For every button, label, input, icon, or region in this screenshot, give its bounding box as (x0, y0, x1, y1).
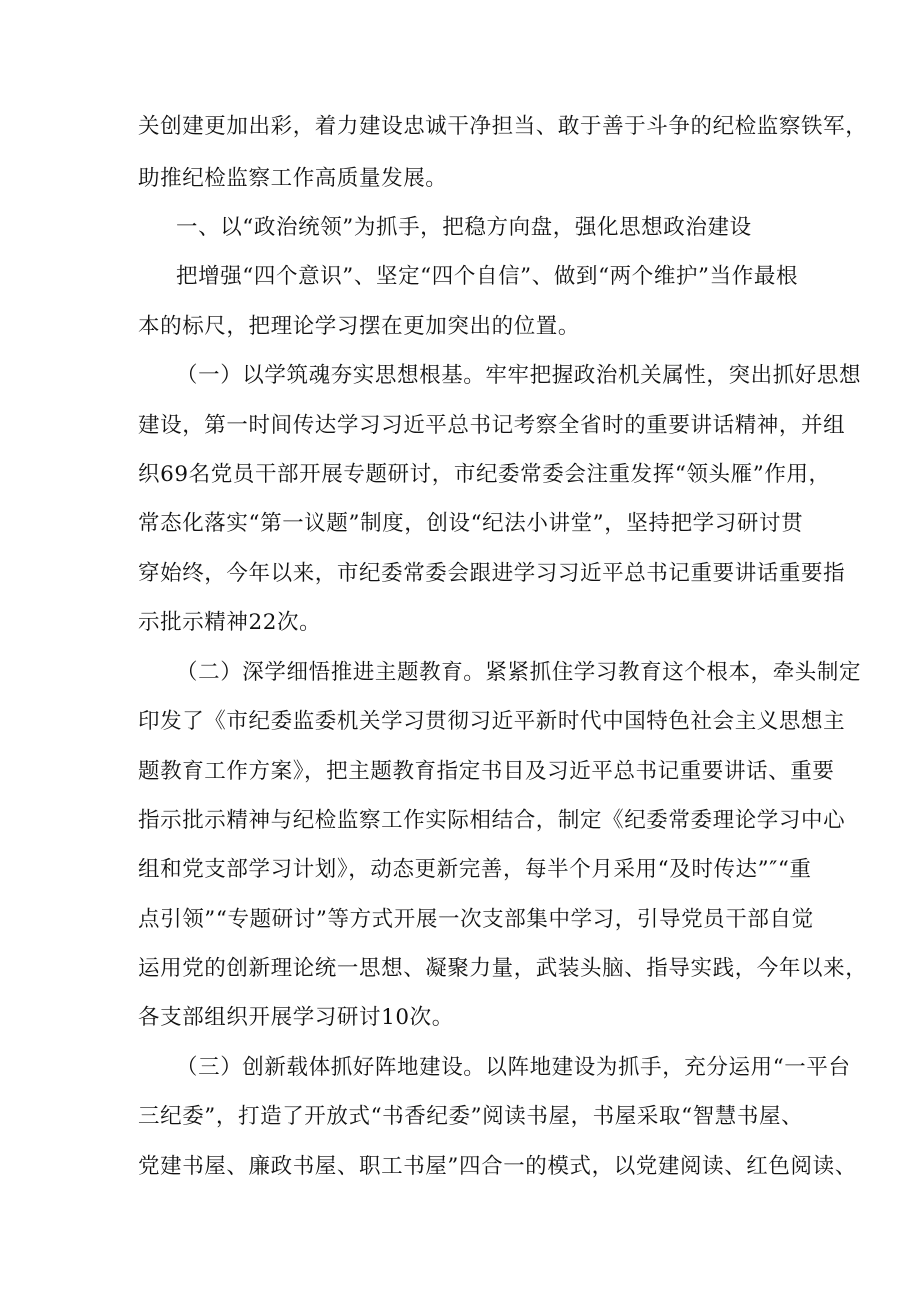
text-line: 把增强“四个意识”、坚定“四个自信”、做到“两个维护”当作最根 (176, 264, 799, 289)
text-line: 印发了《市纪委监委机关学习贯彻习近平新时代中国特色社会主义思想主 (138, 709, 846, 734)
text-line: （一）以学筑魂夯实思想根基。牢牢把握政治机关属性，突出抓好思想 (176, 363, 862, 388)
text-line: 穿始终，今年以来，市纪委常委会跟进学习习近平总书记重要讲话重要指 (138, 561, 846, 586)
text-line: 建设，第一时间传达学习习近平总书记考察全省时的重要讲话精神，并组 (138, 413, 846, 438)
text-line: 组和党支部学习计划》，动态更新完善，每半个月采用“及时传达”″“重 (138, 857, 812, 882)
text-line: 党建书屋、廉政书屋、职工书屋”四合一的模式，以党建阅读、红色阅读、 (138, 1154, 857, 1179)
text-line: 指示批示精神与纪检监察工作实际相结合，制定《纪委常委理论学习中心 (138, 808, 846, 833)
text-line: 助推纪检监察工作高质量发展。 (138, 166, 448, 191)
text-line: 点引领”“专题研讨”等方式开展一次支部集中学习，引导党员干部自觉 (138, 907, 814, 932)
text-line: 关创建更加出彩，着力建设忠诚干净担当、敢于善于斗争的纪检监察铁军， (138, 114, 868, 139)
section-heading: 一、以“政治统领”为抓手，把稳方向盘，强化思想政治建设 (176, 215, 752, 240)
text-line: （二）深学细悟推进主题教育。紧紧抓住学习教育这个根本，牵头制定 (176, 660, 862, 685)
text-line: （三）创新载体抓好阵地建设。以阵地建设为抓手，充分运用“一平台 (176, 1055, 851, 1080)
text-line: 织69名党员干部开展专题研讨，市纪委常委会注重发挥“领头雁”作用， (138, 462, 831, 487)
text-line: 常态化落实“第一议题”制度，创设“纪法小讲堂”，坚持把学习研讨贯 (138, 511, 804, 536)
text-line: 运用党的创新理论统一思想、凝聚力量，武装头脑、指导实践，今年以来， (138, 956, 868, 981)
text-line: 各支部组织开展学习研讨10次。 (138, 1005, 454, 1030)
text-line: 题教育工作方案》，把主题教育指定书目及习近平总书记重要讲话、重要 (138, 759, 835, 784)
text-line: 本的标尺，把理论学习摆在更加突出的位置。 (138, 314, 581, 339)
text-line: 三纪委”，打造了开放式“书香纪委”阅读书屋，书屋采取“智慧书屋、 (138, 1104, 804, 1129)
text-line: 示批示精神22次。 (138, 610, 322, 635)
